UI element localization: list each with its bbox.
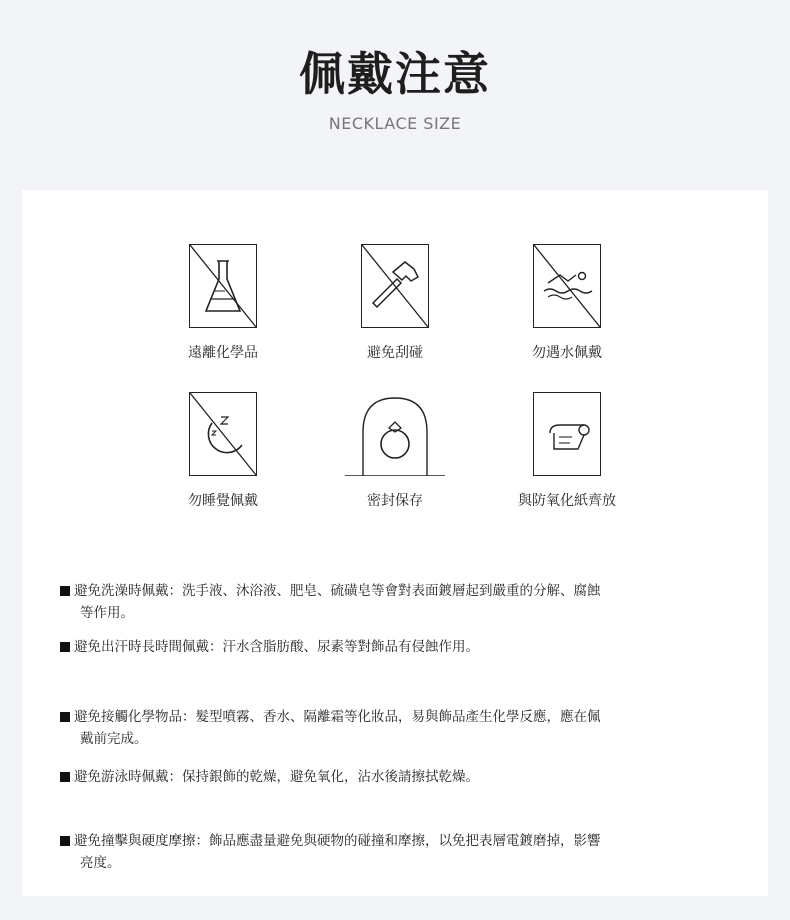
no-chemical-flask-icon bbox=[189, 244, 257, 328]
bullet-square-icon bbox=[60, 586, 70, 596]
page-title: 佩戴注意 bbox=[299, 47, 491, 101]
rule-text: 避免接觸化學物品：髮型噴霧、香水、隔離霜等化妝品，易與飾品產生化學反應，應在佩 bbox=[74, 709, 601, 725]
list-item bbox=[60, 636, 740, 658]
icon-label: 勿睡覺佩戴 bbox=[188, 493, 258, 509]
icon-label: 密封保存 bbox=[367, 493, 423, 509]
icon-item-paper bbox=[467, 392, 667, 510]
icon-label: 與防氧化紙齊放 bbox=[518, 493, 616, 509]
rule-text-continued: 戴前完成。 bbox=[80, 731, 148, 747]
icon-item-scratch bbox=[295, 244, 495, 362]
icon-item-chemicals bbox=[123, 244, 323, 362]
bullet-square-icon bbox=[60, 712, 70, 722]
no-sleeping-icon bbox=[189, 392, 257, 476]
rule-text: 避免撞擊與硬度摩擦：飾品應盡量避免與硬物的碰撞和摩擦，以免把表層電鍍磨掉，影響 bbox=[74, 833, 601, 849]
list-item bbox=[60, 830, 740, 874]
rule-text: 避免洗澡時佩戴：洗手液、沐浴液、肥皂、硫磺皂等會對表面鍍層起到嚴重的分解、腐蝕 bbox=[74, 583, 601, 599]
bullet-square-icon bbox=[60, 772, 70, 782]
list-item bbox=[60, 766, 740, 788]
list-item bbox=[60, 706, 740, 750]
paper-roll-icon bbox=[533, 392, 601, 476]
rule-text: 避免游泳時佩戴：保持銀飾的乾燥，避免氧化，沾水後請擦拭乾燥。 bbox=[74, 769, 479, 785]
rule-text-continued: 亮度。 bbox=[80, 855, 121, 871]
icon-item-water bbox=[467, 244, 667, 362]
icon-label: 勿遇水佩戴 bbox=[532, 345, 602, 361]
bullet-square-icon bbox=[60, 836, 70, 846]
icon-label: 避免刮碰 bbox=[367, 345, 423, 361]
icon-item-sealed bbox=[295, 392, 495, 510]
content-card bbox=[22, 190, 768, 896]
sealed-ring-box-icon bbox=[345, 392, 445, 476]
bullet-square-icon bbox=[60, 642, 70, 652]
icon-item-sleep bbox=[123, 392, 323, 510]
page-subtitle: NECKLACE SIZE bbox=[328, 114, 462, 133]
icon-label: 遠離化學品 bbox=[188, 345, 258, 361]
rule-text-continued: 等作用。 bbox=[80, 605, 134, 621]
no-swimming-icon bbox=[533, 244, 601, 328]
list-item bbox=[60, 580, 740, 624]
no-hammer-icon bbox=[361, 244, 429, 328]
rule-text: 避免出汗時長時間佩戴：汗水含脂肪酸、尿素等對飾品有侵蝕作用。 bbox=[74, 639, 479, 655]
